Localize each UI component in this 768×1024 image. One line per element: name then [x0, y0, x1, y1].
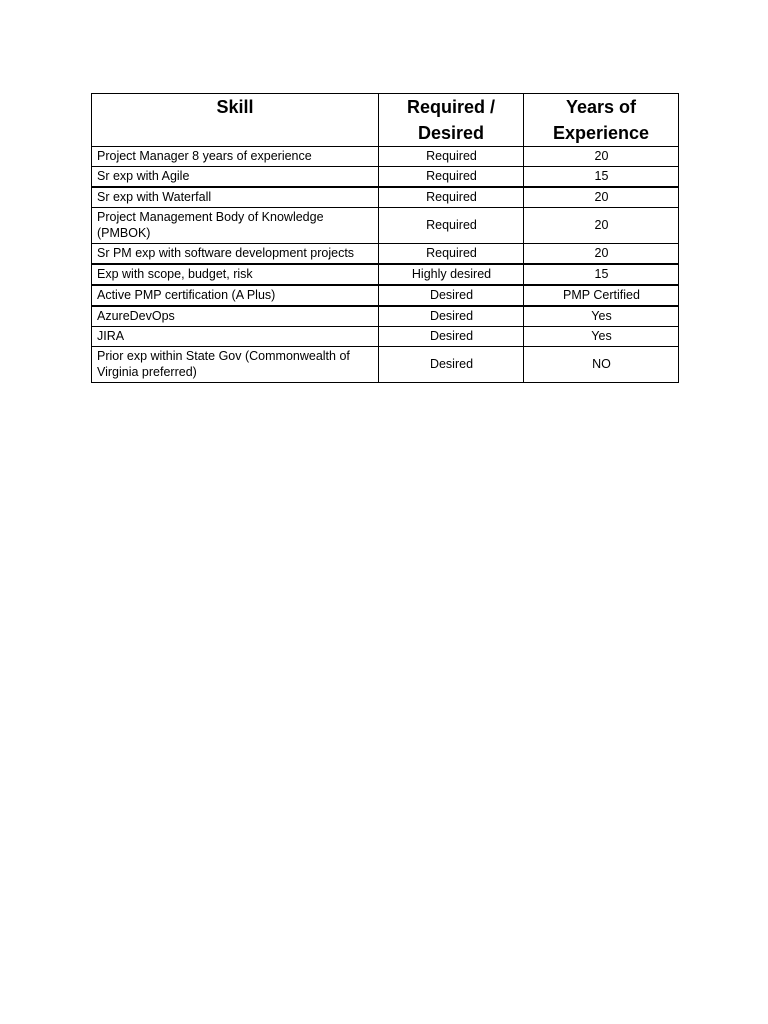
years-cell: Yes [524, 306, 679, 327]
skill-cell: Exp with scope, budget, risk [92, 264, 379, 285]
skill-cell: Sr exp with Agile [92, 167, 379, 188]
skill-cell: JIRA [92, 327, 379, 347]
years-cell: 20 [524, 244, 679, 265]
table-row [92, 244, 679, 265]
years-cell: Yes [524, 327, 679, 347]
required-cell: Required [379, 187, 524, 208]
required-cell: Desired [379, 347, 524, 383]
table-row [92, 285, 679, 306]
required-cell: Required [379, 208, 524, 244]
header-skill: Skill [92, 94, 379, 147]
skill-cell: Project Manager 8 years of experience [92, 147, 379, 167]
header-years-of-experience: Years of Experience [524, 94, 679, 147]
table-row [92, 306, 679, 327]
required-cell: Highly desired [379, 264, 524, 285]
table-row [92, 187, 679, 208]
skill-cell: Project Management Body of Knowledge (PMBOK) [92, 208, 379, 244]
years-cell: 20 [524, 147, 679, 167]
skill-cell: Active PMP certification (A Plus) [92, 285, 379, 306]
table-row [92, 147, 679, 167]
table-header-row [92, 94, 679, 147]
years-cell: PMP Certified [524, 285, 679, 306]
skill-cell: AzureDevOps [92, 306, 379, 327]
table-row [92, 264, 679, 285]
years-cell: NO [524, 347, 679, 383]
required-cell: Desired [379, 327, 524, 347]
table-row [92, 167, 679, 188]
table-row [92, 208, 679, 244]
table-row [92, 327, 679, 347]
skill-cell: Sr PM exp with software development projects [92, 244, 379, 265]
skills-table [91, 93, 679, 383]
required-cell: Desired [379, 306, 524, 327]
skill-cell: Sr exp with Waterfall [92, 187, 379, 208]
required-cell: Required [379, 167, 524, 188]
years-cell: 20 [524, 208, 679, 244]
years-cell: 20 [524, 187, 679, 208]
header-required-desired: Required / Desired [379, 94, 524, 147]
required-cell: Required [379, 244, 524, 265]
years-cell: 15 [524, 167, 679, 188]
years-cell: 15 [524, 264, 679, 285]
required-cell: Required [379, 147, 524, 167]
required-cell: Desired [379, 285, 524, 306]
table-row [92, 347, 679, 383]
skill-cell: Prior exp within State Gov (Commonwealth of Virginia preferred) [92, 347, 379, 383]
